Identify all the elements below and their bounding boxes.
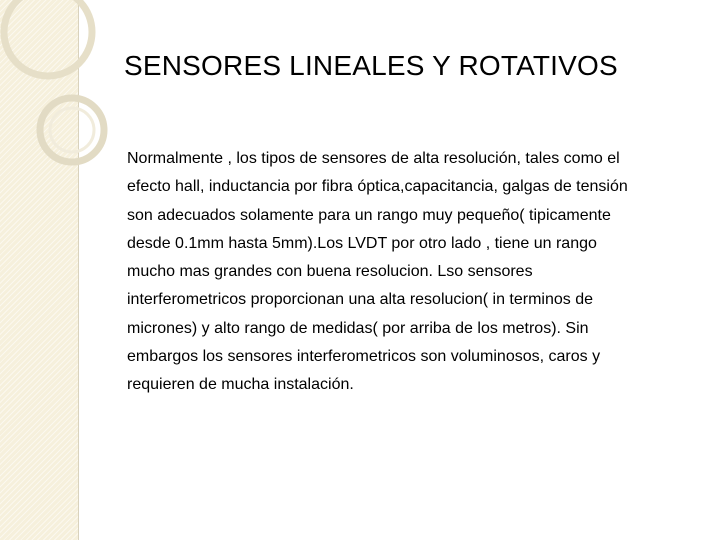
body-line: son adecuados solamente para un rango muy pequeño( tipicamente <box>127 206 611 224</box>
body-line: interferometricos proporcionan una alta resolucion( in terminos de <box>127 291 594 309</box>
body-line: Normalmente , los tipos de sensores de alta resolución, tales como el <box>127 150 620 167</box>
slide-title: SENSORES LINEALES Y ROTATIVOS <box>124 50 618 81</box>
body-line: mucho mas grandes con buena resolucion. Lso sensores <box>127 263 533 281</box>
slide-body <box>127 145 707 400</box>
body-line: efecto hall, inductancia por fibra óptica,capacitancia, galgas de tensión <box>127 178 628 196</box>
body-line: embargos los sensores interferometricos son voluminosos, caros y <box>127 348 601 366</box>
body-line: micrones) y alto rango de medidas( por arriba de los metros). Sin <box>127 319 589 337</box>
body-line: desde 0.1mm hasta 5mm).Los LVDT por otro lado , tiene un rango <box>127 234 597 252</box>
body-line: requieren de mucha instalación. <box>127 376 354 394</box>
decorative-side-band <box>0 0 79 540</box>
